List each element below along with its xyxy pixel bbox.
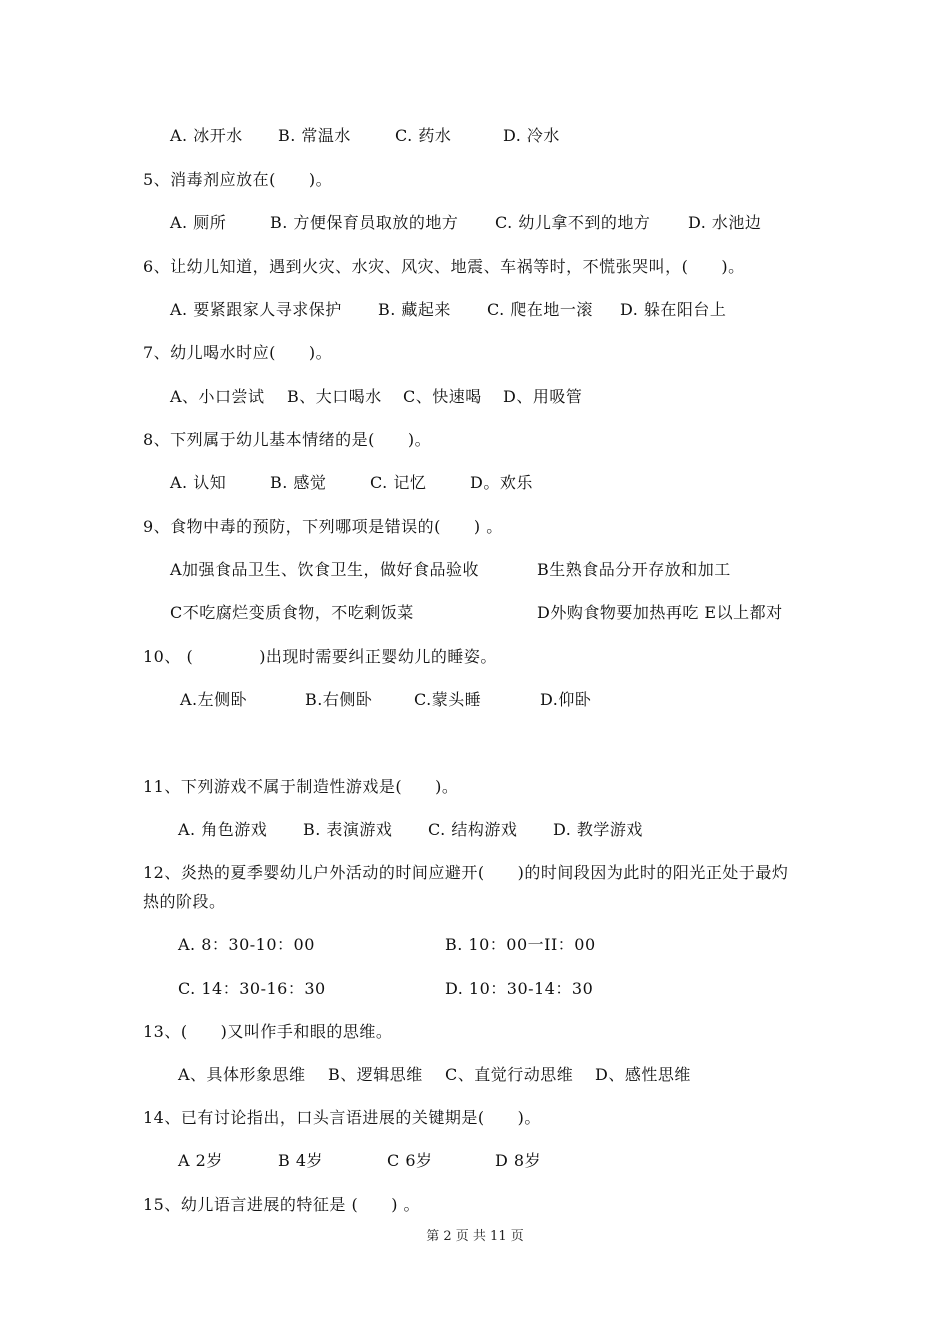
- q12-stem-line2: 热的阶段。: [143, 892, 226, 911]
- q5-option-c: C. 幼儿拿不到的地方: [495, 213, 651, 232]
- q10-option-b: B.右侧卧: [305, 690, 373, 709]
- q5-option-d: D. 水池边: [688, 213, 762, 232]
- page-number-footer: 第 2 页 共 11 页: [426, 1229, 524, 1244]
- q7-stem: 7、幼儿喝水时应( )。: [143, 343, 333, 362]
- q11-option-c: C. 结构游戏: [428, 820, 518, 839]
- q14-option-c: C 6岁: [387, 1151, 433, 1170]
- q6-option-b: B. 藏起来: [378, 300, 451, 319]
- q4-option-a: A. 冰开水: [170, 126, 243, 145]
- q9-option-b: B生熟食品分开存放和加工: [537, 560, 731, 579]
- q10-option-c: C.蒙头睡: [414, 690, 482, 709]
- q13-option-b: B、逻辑思维: [328, 1065, 423, 1084]
- q12-option-a: A. 8：30-10：00: [178, 935, 315, 954]
- q4-option-d: D. 冷水: [503, 126, 560, 145]
- q7-option-d: D、用吸管: [503, 387, 583, 406]
- q10-stem: 10、 ( )出现时需要纠正婴幼儿的睡姿。: [143, 647, 497, 666]
- q10-option-a: A.左侧卧: [180, 690, 248, 709]
- q6-option-a: A. 要紧跟家人寻求保护: [170, 300, 342, 319]
- q13-option-d: D、感性思维: [595, 1065, 691, 1084]
- q8-option-b: B. 感觉: [270, 473, 327, 492]
- q7-option-c: C、快速喝: [403, 387, 482, 406]
- q7-option-b: B、大口喝水: [287, 387, 382, 406]
- q14-stem: 14、已有讨论指出，口头言语进展的关键期是( )。: [143, 1108, 541, 1127]
- q10-option-d: D.仰卧: [540, 690, 592, 709]
- q13-option-a: A、具体形象思维: [178, 1065, 306, 1084]
- q8-stem: 8、下列属于幼儿基本情绪的是( )。: [143, 430, 432, 449]
- q15-stem: 15、幼儿语言进展的特征是 ( ) 。: [143, 1195, 421, 1214]
- q13-option-c: C、直觉行动思维: [445, 1065, 574, 1084]
- q5-option-a: A. 厕所: [170, 213, 227, 232]
- q9-stem: 9、食物中毒的预防，下列哪项是错误的( ) 。: [143, 517, 503, 536]
- q11-option-a: A. 角色游戏: [178, 820, 268, 839]
- q9-option-a: A加强食品卫生、饮食卫生，做好食品验收: [170, 560, 480, 579]
- q12-stem-line1: 12、炎热的夏季婴幼儿户外活动的时间应避开( )的时间段因为此时的阳光正处于最灼: [143, 863, 789, 882]
- q5-option-b: B. 方便保育员取放的地方: [270, 213, 459, 232]
- q9-option-c: C不吃腐烂变质食物，不吃剩饭菜: [170, 603, 414, 622]
- q8-option-a: A. 认知: [170, 473, 227, 492]
- q9-option-de: D外购食物要加热再吃 E以上都对: [537, 603, 783, 622]
- q6-option-d: D. 躲在阳台上: [620, 300, 727, 319]
- q8-option-d: D。欢乐: [470, 473, 533, 492]
- q6-stem: 6、让幼儿知道，遇到火灾、水灾、风灾、地震、车祸等时，不慌张哭叫，( )。: [143, 257, 745, 276]
- q14-option-b: B 4岁: [278, 1151, 324, 1170]
- q7-option-a: A、小口尝试: [170, 387, 265, 406]
- q4-option-c: C. 药水: [395, 126, 452, 145]
- q14-option-a: A 2岁: [178, 1151, 223, 1170]
- q12-option-d: D. 10：30-14：30: [445, 979, 594, 998]
- q6-option-c: C. 爬在地一滚: [487, 300, 593, 319]
- q8-option-c: C. 记忆: [370, 473, 427, 492]
- q11-option-d: D. 教学游戏: [553, 820, 643, 839]
- q12-option-c: C. 14：30-16：30: [178, 979, 326, 998]
- q11-option-b: B. 表演游戏: [303, 820, 393, 839]
- q12-option-b: B. 10：00一II：00: [445, 935, 596, 954]
- q13-stem: 13、( )又叫作手和眼的思维。: [143, 1022, 393, 1041]
- q11-stem: 11、下列游戏不属于制造性游戏是( )。: [143, 777, 459, 796]
- q14-option-d: D 8岁: [495, 1151, 542, 1170]
- q4-option-b: B. 常温水: [278, 126, 351, 145]
- q5-stem: 5、消毒剂应放在( )。: [143, 170, 333, 189]
